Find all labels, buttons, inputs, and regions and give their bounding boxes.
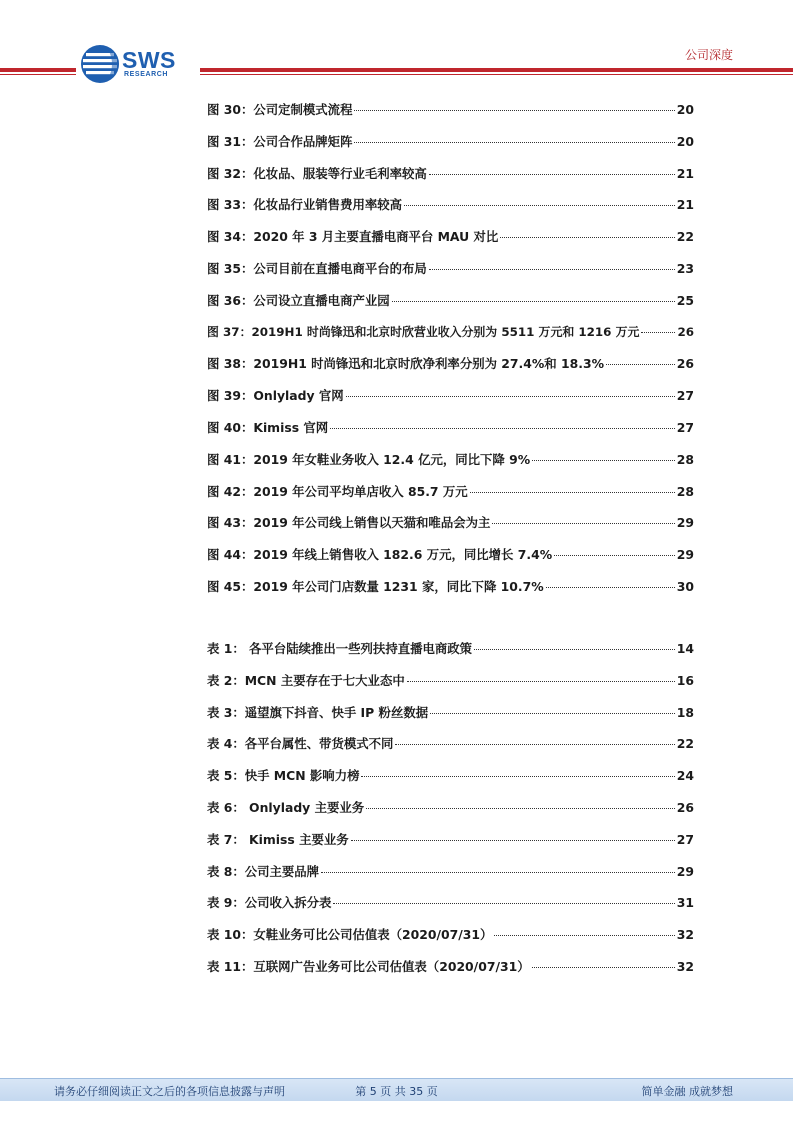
footer-disclaimer: 请务必仔细阅读正文之后的各项信息披露与声明 xyxy=(54,1085,285,1098)
toc-entry-title: 图 43：2019 年公司线上销售以天猫和唯品会为主 xyxy=(207,515,491,531)
toc-entry-page: 26 xyxy=(676,799,694,815)
toc-entry-page: 22 xyxy=(676,229,694,245)
toc-entry-page: 32 xyxy=(676,958,694,974)
dot-leader xyxy=(500,237,674,238)
dot-leader xyxy=(532,460,675,461)
logo-subtext: RESEARCH xyxy=(124,71,169,78)
dot-leader xyxy=(554,555,675,556)
toc-entry[interactable] xyxy=(207,323,694,355)
toc-entry-page: 26 xyxy=(676,356,694,372)
toc-entry-title: 图 31：公司合作品牌矩阵 xyxy=(207,133,353,149)
dot-leader xyxy=(546,587,675,588)
toc-entry-title: 表 7： Kimiss 主要业务 xyxy=(207,831,349,847)
toc-entry-title: 图 35：公司目前在直播电商平台的布局 xyxy=(207,260,427,276)
toc-entry-title: 图 40：Kimiss 官网 xyxy=(207,419,329,435)
table-list xyxy=(207,639,694,989)
toc-entry[interactable] xyxy=(207,291,694,323)
toc-entry-page: 20 xyxy=(676,133,694,149)
dot-leader xyxy=(366,808,675,809)
toc-entry-title: 表 10：女鞋业务可比公司估值表（2020/07/31） xyxy=(207,927,493,943)
toc-entry-title: 图 32：化妆品、服装等行业毛利率较高 xyxy=(207,165,427,181)
sws-globe-icon xyxy=(80,44,120,84)
toc-entry-page: 29 xyxy=(676,863,694,879)
toc-entry[interactable] xyxy=(207,639,694,671)
toc-entry-page: 16 xyxy=(676,672,694,688)
toc-entry-page: 21 xyxy=(676,197,694,213)
dot-leader xyxy=(494,935,674,936)
toc-entry-page: 25 xyxy=(676,292,694,308)
toc-entry[interactable] xyxy=(207,513,694,545)
toc-entry-title: 图 36：公司设立直播电商产业园 xyxy=(207,292,390,308)
footer-page-info: 第 5 页 共 35 页 xyxy=(355,1085,438,1098)
figure-list xyxy=(207,100,694,609)
toc-entry-page: 14 xyxy=(676,641,694,656)
toc-entry-title: 图 38：2019H1 时尚锋迅和北京时欣净利率分别为 27.4%和 18.3% xyxy=(207,356,604,372)
toc-entry[interactable] xyxy=(207,862,694,894)
dot-leader xyxy=(492,523,674,524)
toc-entry-title: 表 3：遥望旗下抖音、快手 IP 粉丝数据 xyxy=(207,704,429,720)
dot-leader xyxy=(407,681,675,682)
toc-entry[interactable] xyxy=(207,798,694,830)
toc-entry-title: 图 39：Onlylady 官网 xyxy=(207,388,344,404)
toc-entry[interactable] xyxy=(207,450,694,482)
toc-entry-title: 表 8：公司主要品牌 xyxy=(207,863,320,879)
toc-entry-page: 32 xyxy=(676,927,694,943)
sws-logo xyxy=(80,44,190,86)
toc-entry-page: 23 xyxy=(676,260,694,276)
dot-leader xyxy=(330,428,675,429)
footer-slogan: 简单金融 成就梦想 xyxy=(641,1085,733,1098)
toc-entry[interactable] xyxy=(207,100,694,132)
toc-entry[interactable] xyxy=(207,418,694,450)
toc-entry[interactable] xyxy=(207,830,694,862)
dot-leader xyxy=(351,840,675,841)
toc-entry[interactable] xyxy=(207,734,694,766)
toc-entry-page: 27 xyxy=(676,388,694,404)
toc-entry-title: 表 2：MCN 主要存在于七大业态中 xyxy=(207,672,405,688)
toc-entry[interactable] xyxy=(207,577,694,609)
toc-entry[interactable] xyxy=(207,354,694,386)
toc-entry-title: 表 4：各平台属性、带货模式不同 xyxy=(207,736,394,752)
toc-entry[interactable] xyxy=(207,671,694,703)
dot-leader xyxy=(395,744,674,745)
toc-entry[interactable] xyxy=(207,227,694,259)
dot-leader xyxy=(361,776,674,777)
section-label: 公司深度 xyxy=(684,48,733,62)
dot-leader xyxy=(354,142,674,143)
toc-entry-title: 图 37：2019H1 时尚锋迅和北京时欣营业收入分别为 5511 万元和 1216 万元 xyxy=(207,324,640,339)
toc-entry-page: 21 xyxy=(676,165,694,181)
toc-entry-page: 28 xyxy=(676,483,694,499)
toc-entry[interactable] xyxy=(207,164,694,196)
toc-entry-title: 图 30：公司定制模式流程 xyxy=(207,102,353,117)
toc-entry[interactable] xyxy=(207,893,694,925)
toc-entry-page: 27 xyxy=(676,419,694,435)
dot-leader xyxy=(606,364,675,365)
dot-leader xyxy=(429,174,675,175)
toc-entry-title: 图 42：2019 年公司平均单店收入 85.7 万元 xyxy=(207,483,468,499)
header-rule-right xyxy=(200,68,793,75)
dot-leader xyxy=(532,967,675,968)
header-rule-left xyxy=(0,68,76,75)
toc-entry[interactable] xyxy=(207,957,694,989)
toc-entry-page: 27 xyxy=(676,831,694,847)
toc-entry-page: 18 xyxy=(676,704,694,720)
toc-entry-title: 图 41：2019 年女鞋业务收入 12.4 亿元，同比下降 9% xyxy=(207,451,531,467)
toc-entry-page: 30 xyxy=(676,578,694,594)
toc-entry[interactable] xyxy=(207,259,694,291)
dot-leader xyxy=(354,110,674,111)
dot-leader xyxy=(470,492,675,493)
toc-entry[interactable] xyxy=(207,925,694,957)
page-footer xyxy=(0,1078,793,1101)
toc-entry[interactable] xyxy=(207,545,694,577)
toc-entry[interactable] xyxy=(207,195,694,227)
toc-entry[interactable] xyxy=(207,386,694,418)
toc-entry-title: 表 1： 各平台陆续推出一些列扶持直播电商政策 xyxy=(207,641,473,656)
toc-entry-page: 24 xyxy=(676,768,694,784)
toc-entry-title: 表 9：公司收入拆分表 xyxy=(207,895,332,911)
toc-entry[interactable] xyxy=(207,132,694,164)
logo-text: SWS xyxy=(122,47,176,73)
toc-entry[interactable] xyxy=(207,482,694,514)
dot-leader xyxy=(474,649,675,650)
toc-entry-page: 28 xyxy=(676,451,694,467)
toc-entry-page: 31 xyxy=(676,895,694,911)
dot-leader xyxy=(430,713,675,714)
toc-entry[interactable] xyxy=(207,766,694,798)
toc-entry-title: 图 45：2019 年公司门店数量 1231 家，同比下降 10.7% xyxy=(207,578,544,594)
toc-entry-page: 29 xyxy=(676,547,694,563)
toc-entry[interactable] xyxy=(207,703,694,735)
dot-leader xyxy=(333,903,674,904)
toc-entry-title: 图 33：化妆品行业销售费用率较高 xyxy=(207,197,403,213)
dot-leader xyxy=(321,872,675,873)
toc-entry-title: 图 44：2019 年线上销售收入 182.6 万元，同比增长 7.4% xyxy=(207,547,553,563)
toc-entry-page: 20 xyxy=(676,102,694,117)
dot-leader xyxy=(641,332,675,333)
dot-leader xyxy=(429,269,675,270)
toc-entry-title: 图 34：2020 年 3 月主要直播电商平台 MAU 对比 xyxy=(207,229,499,245)
toc-entry-page: 26 xyxy=(677,324,694,339)
dot-leader xyxy=(392,301,675,302)
dot-leader xyxy=(346,396,675,397)
dot-leader xyxy=(404,205,675,206)
toc-entry-title: 表 6： Onlylady 主要业务 xyxy=(207,799,365,815)
toc-entry-title: 表 11：互联网广告业务可比公司估值表（2020/07/31） xyxy=(207,958,530,974)
toc-entry-page: 22 xyxy=(676,736,694,752)
toc-entry-title: 表 5：快手 MCN 影响力榜 xyxy=(207,768,360,784)
toc-entry-page: 29 xyxy=(676,515,694,531)
